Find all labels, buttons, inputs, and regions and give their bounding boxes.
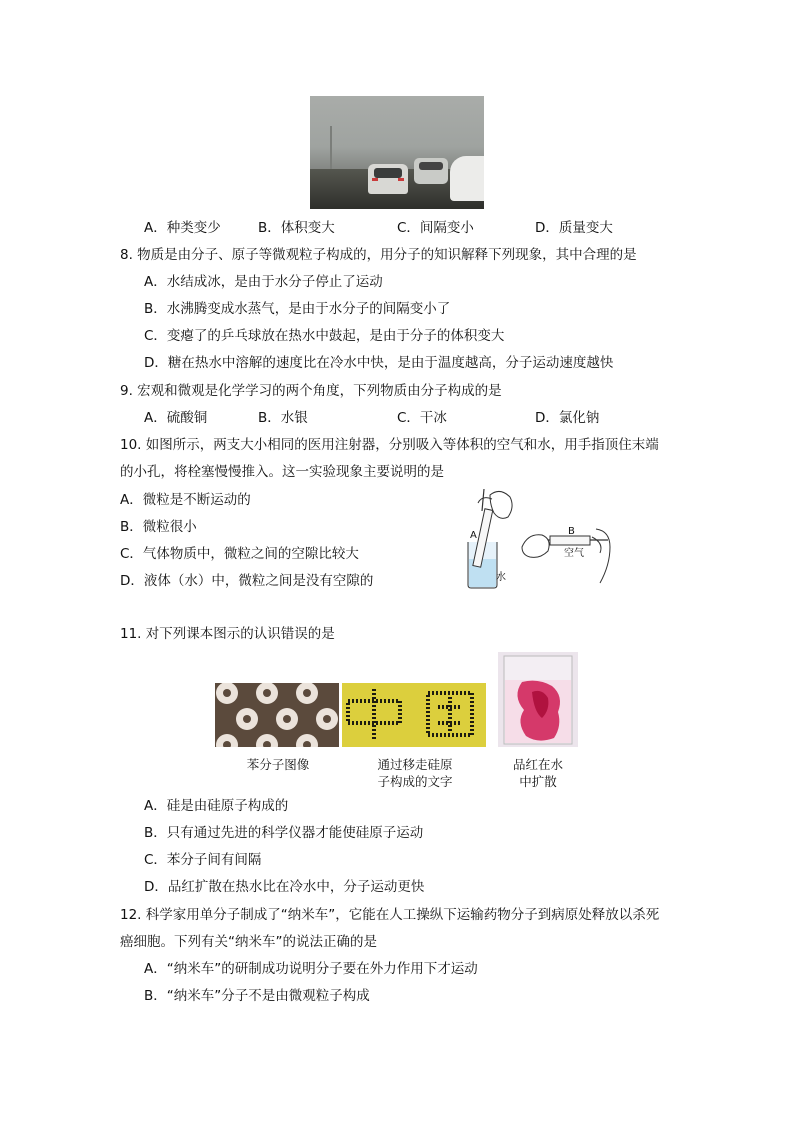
caption-diffuse-line1: 品红在水 xyxy=(512,757,563,772)
q8-stem: 8. 物质是由分子、原子等微观粒子构成的，用分子的知识解释下列现象，其中合理的是 xyxy=(120,247,637,263)
q11-option-c: C．苯分子间有间隔 xyxy=(144,852,262,868)
caption-silicon-line1: 通过移走硅原 xyxy=(377,757,453,772)
air-label: 空气 xyxy=(564,548,584,559)
q7-option-c: C．间隔变小 xyxy=(397,220,474,236)
caption-silicon-line2: 子构成的文字 xyxy=(377,774,453,789)
benzene-pattern xyxy=(215,683,339,747)
q11-option-a: A．硅是由硅原子构成的 xyxy=(144,798,289,814)
q10-option-d: D．液体（水）中，微粒之间是没有空隙的 xyxy=(120,573,374,589)
q11-stem: 11. 对下列课本图示的认识错误的是 xyxy=(120,626,335,642)
fuchsin-diffusion-image xyxy=(498,652,578,747)
q8-option-a: A．水结成冰，是由于水分子停止了运动 xyxy=(144,274,383,290)
silicon-atom-text-image xyxy=(342,683,486,747)
q10-stem-line2: 的小孔，将栓塞慢慢推入。这一实验现象主要说明的是 xyxy=(120,464,444,480)
caption-diffuse-line2: 中扩散 xyxy=(519,774,557,789)
q7-option-a: A．种类变少 xyxy=(144,220,221,236)
q11-option-b: B．只有通过先进的科学仪器才能使硅原子运动 xyxy=(144,825,424,841)
q7-option-d: D．质量变大 xyxy=(535,220,613,236)
q10-option-a: A．微粒是不断运动的 xyxy=(120,492,251,508)
q9-option-c: C．干冰 xyxy=(397,410,447,426)
fog-road-photo xyxy=(310,96,484,209)
q12-option-a: A．“纳米车”的研制成功说明分子要在外力作用下才运动 xyxy=(144,961,478,977)
street-pole xyxy=(330,126,332,172)
q11-option-d: D．品红扩散在热水比在冷水中，分子运动更快 xyxy=(144,879,425,895)
q8-option-d: D．糖在热水中溶解的速度比在冷水中快，是由于温度越高，分子运动速度越快 xyxy=(144,355,614,371)
benzene-molecule-image xyxy=(215,683,339,747)
caption-benzene: 苯分子图像 xyxy=(246,757,310,772)
water-label: 水 xyxy=(496,572,506,583)
tail-light xyxy=(372,178,378,181)
syringe-drawing xyxy=(460,487,615,590)
silicon-pattern xyxy=(342,683,486,747)
q10-option-b: B．微粒很小 xyxy=(120,519,197,535)
q9-option-a: A．硫酸铜 xyxy=(144,410,208,426)
q12-option-b: B．“纳米车”分子不是由微观粒子构成 xyxy=(144,988,370,1004)
q9-stem: 9. 宏观和微观是化学学习的两个角度，下列物质由分子构成的是 xyxy=(120,383,502,399)
q12-stem-line1: 12. 科学家用单分子制成了“纳米车”，它能在人工操纵下运输药物分子到病原处释放以杀死 xyxy=(120,907,660,923)
syringe-experiment-figure xyxy=(460,487,615,590)
beaker-diffusion xyxy=(498,652,578,747)
syringe-b-label: B xyxy=(568,526,575,537)
tail-light xyxy=(398,178,404,181)
q12-stem-line2: 癌细胞。下列有关“纳米车”的说法正确的是 xyxy=(120,934,377,950)
q8-option-b: B．水沸腾变成水蒸气，是由于水分子的间隔变小了 xyxy=(144,301,451,317)
q7-option-b: B．体积变大 xyxy=(258,220,335,236)
syringe-a-label: A xyxy=(470,530,477,541)
q9-option-d: D．氯化钠 xyxy=(535,410,600,426)
q9-option-b: B．水银 xyxy=(258,410,308,426)
car-image xyxy=(450,156,484,201)
q10-option-c: C．气体物质中，微粒之间的空隙比较大 xyxy=(120,546,359,562)
q10-stem-line1: 10. 如图所示，两支大小相同的医用注射器，分别吸入等体积的空气和水，用手指顶住末端 xyxy=(120,437,659,453)
car-image xyxy=(414,158,448,184)
q8-option-c: C．变瘪了的乒乓球放在热水中鼓起，是由于分子的体积变大 xyxy=(144,328,505,344)
